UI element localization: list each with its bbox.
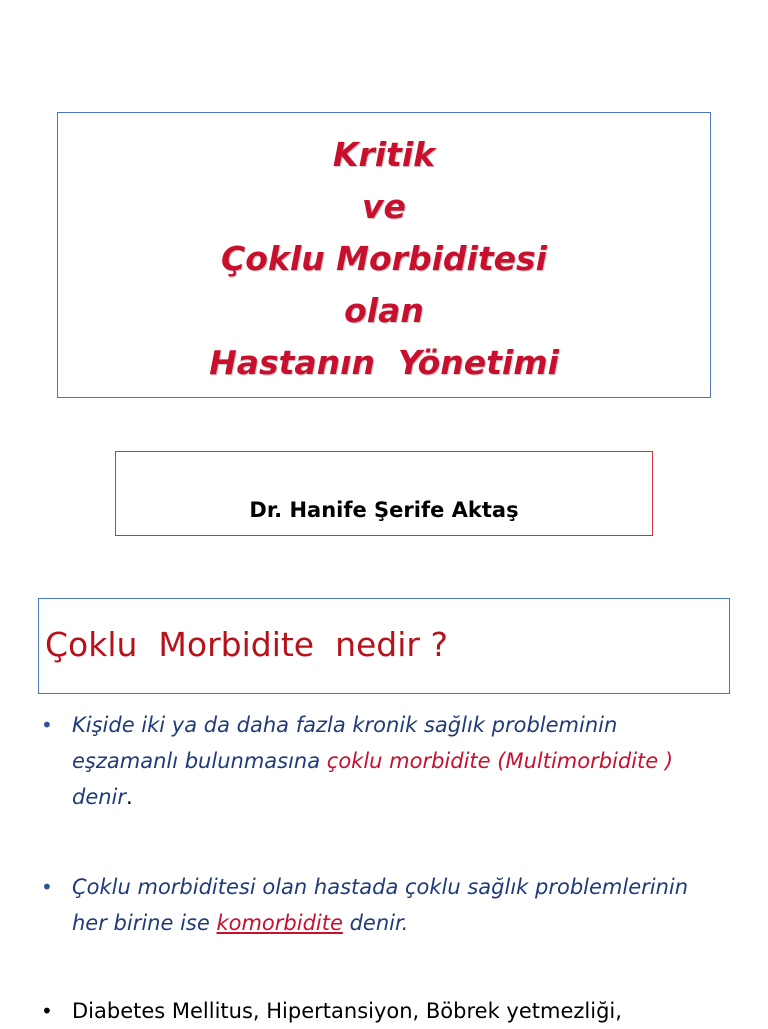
title-line: ve (362, 187, 406, 226)
author-box (115, 451, 653, 536)
bullet-text-part: denir (72, 785, 127, 809)
section-heading: Çoklu Morbidite nedir ? (45, 625, 448, 664)
bullet-text (72, 707, 728, 815)
highlight-term: komorbidite (216, 911, 343, 935)
bullet-text-end: . (126, 785, 133, 809)
bullet-text-part: Çoklu morbiditesi olan hastada çoklu sağlık problemlerinin her birine ise (72, 875, 689, 935)
bullet-text: Diabetes Mellitus, Hipertansiyon, Böbrek yetmezliği, (72, 999, 622, 1023)
bullet-text (72, 869, 728, 941)
highlight-term: çoklu morbidite (Multimorbidite ) (326, 749, 674, 773)
bullet-text-part: Kişide iki ya da daha fazla kronik sağlık probleminin eşzamanlı bulunmasına (72, 713, 618, 773)
title-line: Çoklu Morbiditesi (221, 239, 547, 278)
bullet-text-part: denir. (342, 911, 409, 935)
title-line: Hastanın Yönetimi (209, 343, 559, 382)
title-line: Kritik (332, 135, 436, 174)
slide-title (58, 129, 710, 389)
section-heading-box (38, 598, 730, 694)
title-line: olan (344, 291, 424, 330)
bullet-dot: • (41, 875, 53, 899)
title-box (57, 112, 711, 398)
bullet-dot: • (41, 713, 53, 737)
author-name: Dr. Hanife Şerife Aktaş (249, 498, 519, 522)
bullet-dot: • (41, 999, 53, 1023)
